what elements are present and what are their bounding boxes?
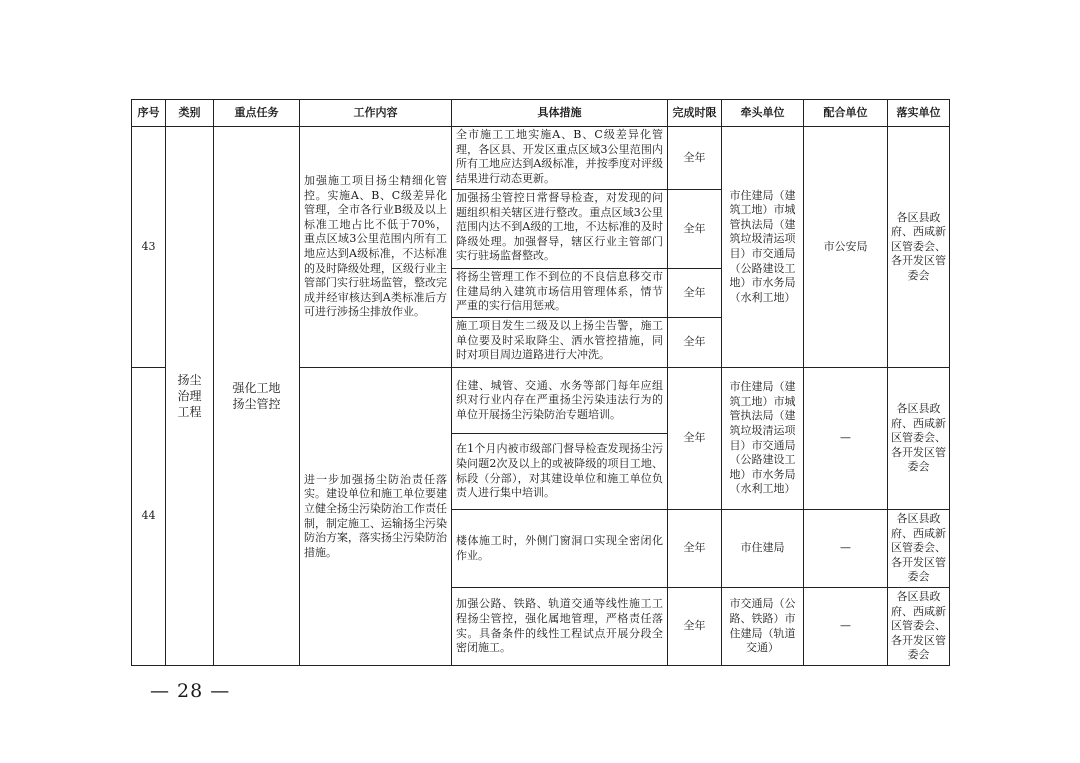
impl-unit: 各区县政府、西咸新区管委会、各开发区管委会	[888, 510, 950, 588]
deadline: 全年	[668, 269, 722, 318]
measure-item: 加强扬尘管控日常督导检查，对发现的问题组织相关辖区进行整改。重点区域3公里范围内达不到A级的工地，不达标准的及时降级处理。加强督导，辖区行业主管部门实行驻场监督整改。	[452, 190, 668, 269]
coop-unit: —	[804, 588, 888, 666]
measure-item: 楼体施工时，外侧门窗洞口实现全密闭化作业。	[452, 510, 668, 588]
work-content: 加强施工项目扬尘精细化管控。实施A、B、C级差异化管理，全市各行业B级及以上标准工地占比不低于70%，重点区域3公里范围内所有工地应达到A级标准，不达标准的及时降级处理，区级行业主管部门实行驻场监管，整改完成并经审核达到A类标准后方可进行涉扬尘排放作业。	[300, 127, 452, 368]
lead-unit-text: 市交通局（公路、铁路）市住建局（轨道交通）	[729, 597, 796, 655]
task-cell	[214, 127, 300, 666]
measure-item: 加强公路、铁路、轨道交通等线性施工工程扬尘管控，强化属地管理，严格责任落实。具备条件的线性工程试点开展分段全密闭施工。	[452, 588, 668, 666]
work-content: 进一步加强扬尘防治责任落实。建设单位和施工单位要建立健全扬尘污染防治工作责任制，制定施工、运输扬尘污染防治方案，落实扬尘污染防治措施。	[300, 368, 452, 666]
measure-item: 住建、城管、交通、水务等部门每年应组织对行业内存在严重扬尘污染违法行为的单位开展扬尘污染防治专题培训。	[452, 368, 668, 434]
row-number: 43	[132, 127, 166, 368]
header-task: 重点任务	[214, 100, 300, 127]
category-cell	[166, 127, 214, 666]
measure-item: 全市施工工地实施A、B、C级差异化管理，各区县、开发区重点区域3公里范围内所有工地应达到A级标准，并按季度对评级结果进行动态更新。	[452, 127, 668, 190]
header-impl: 落实单位	[888, 100, 950, 127]
impl-unit: 各区县政府、西咸新区管委会、各开发区管委会	[888, 127, 950, 368]
deadline: 全年	[668, 318, 722, 368]
header-content: 工作内容	[300, 100, 452, 127]
header-seq: 序号	[132, 100, 166, 127]
coop-unit: 市公安局	[804, 127, 888, 368]
category-text: 扬尘治理工程	[177, 373, 202, 419]
table-row	[132, 127, 950, 190]
lead-unit	[722, 127, 804, 368]
deadline: 全年	[668, 127, 722, 190]
lead-unit	[722, 588, 804, 666]
row-number: 44	[132, 368, 166, 666]
header-coop: 配合单位	[804, 100, 888, 127]
measure-item: 在1个月内被市级部门督导检查发现扬尘污染问题2次及以上的或被降级的项目工地、标段（分部），对其建设单位和施工单位负责人进行集中培训。	[452, 434, 668, 510]
page-number: — 28 —	[150, 680, 231, 702]
lead-unit	[722, 368, 804, 510]
task-text: 强化工地扬尘管控	[232, 381, 281, 411]
header-measures: 具体措施	[452, 100, 668, 127]
deadline: 全年	[668, 368, 722, 510]
header-lead: 牵头单位	[722, 100, 804, 127]
measure-item: 施工项目发生二级及以上扬尘告警，施工单位要及时采取降尘、洒水管控措施，同时对项目周边道路进行大冲洗。	[452, 318, 668, 368]
deadline: 全年	[668, 510, 722, 588]
deadline: 全年	[668, 190, 722, 269]
impl-unit: 各区县政府、西咸新区管委会、各开发区管委会	[888, 588, 950, 666]
header-category: 类别	[166, 100, 214, 127]
coop-unit: —	[804, 368, 888, 510]
deadline: 全年	[668, 588, 722, 666]
header-deadline: 完成时限	[668, 100, 722, 127]
coop-unit: —	[804, 510, 888, 588]
task-table	[131, 99, 950, 666]
measure-item: 将扬尘管理工作不到位的不良信息移交市住建局纳入建筑市场信用管理体系，情节严重的实行信用惩戒。	[452, 269, 668, 318]
lead-unit-text: 市住建局（建筑工地）市城管执法局（建筑垃圾清运项目）市交通局（公路建设工地）市水务局（水利工地）	[729, 188, 796, 304]
table-header-row	[132, 100, 950, 127]
impl-unit: 各区县政府、西咸新区管委会、各开发区管委会	[888, 368, 950, 510]
lead-unit: 市住建局	[722, 510, 804, 588]
lead-unit-text: 市住建局（建筑工地）市城管执法局（建筑垃圾清运项目）市交通局（公路建设工地）市水务局（水利工地）	[729, 380, 796, 496]
